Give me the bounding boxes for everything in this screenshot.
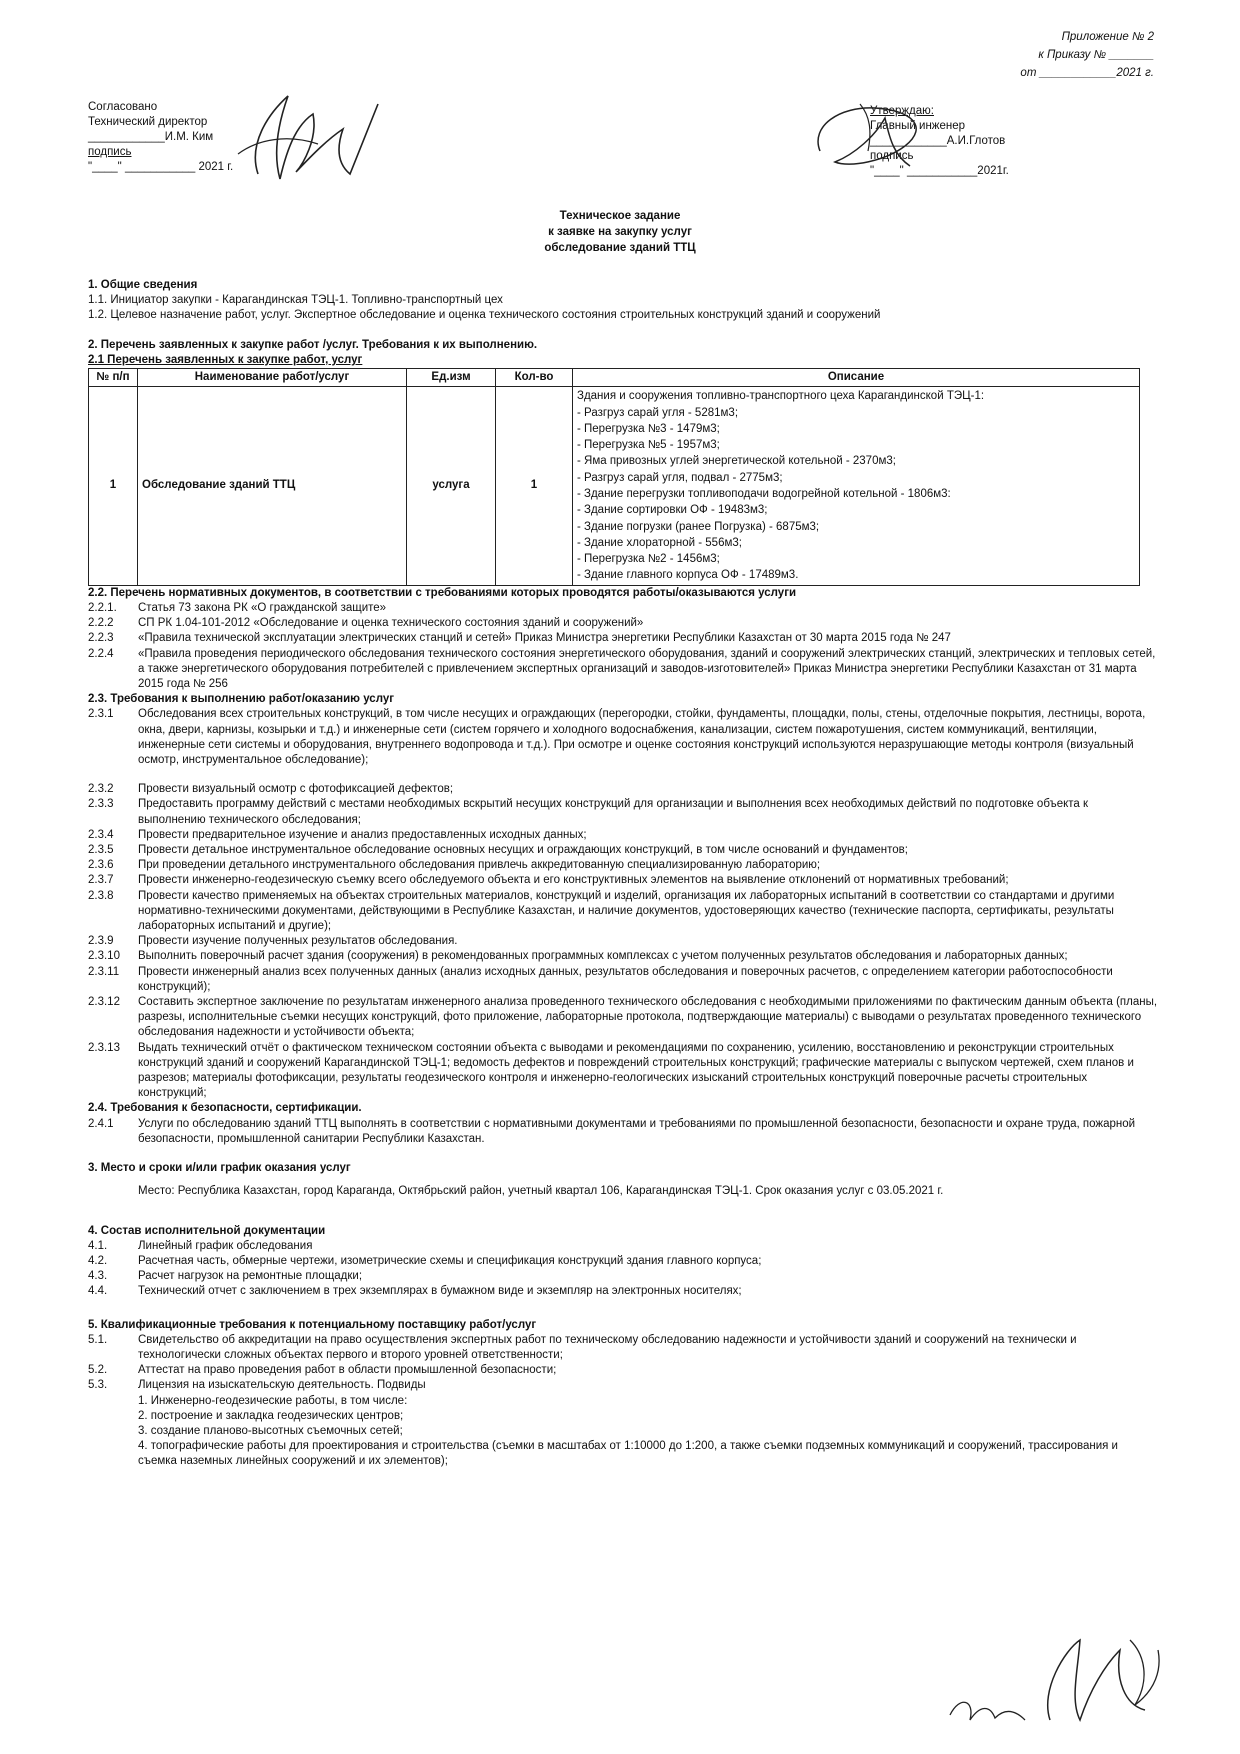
list-item <box>88 965 1158 995</box>
works-table-header <box>89 369 1140 387</box>
item-text: Провести качество применяемых на объектах строительных материалов, конструкций и изделий, организация их лабораторных испытаний в соответствии со стандартами и другими нормативно-техническими документами, действующими в Республике Казахстан, и наличие документов, удостоверяющих качество (технические паспорта, сертификаты, результаты лабораторных испытаний и другие); <box>138 889 1115 933</box>
list-item <box>88 873 1158 888</box>
section-1-heading: 1. Общие сведения <box>88 279 198 291</box>
annex-line-3: от ____________2021 г. <box>1020 67 1154 79</box>
col-header-num: № п/п <box>89 369 138 387</box>
list-item <box>88 797 1158 827</box>
item-text: Провести инженерно-геодезическую съемку всего обследуемого объекта и его конструктивных элементов на выявление отклонений от нормативных требований; <box>138 874 1009 887</box>
list-item <box>88 1378 1158 1393</box>
section-2-2-heading: 2.2. Перечень нормативных документов, в соответствии с требованиями которых проводятся работы/оказываются услуги <box>88 586 797 599</box>
item-text: Линейный график обследования <box>138 1239 313 1252</box>
item-text: Расчетная часть, обмерные чертежи, изометрические схемы и спецификация конструкций здания главного корпуса; <box>138 1254 762 1267</box>
item-text: При проведении детального инструментального обследования привлечь аккредитованную специализированную лабораторию; <box>138 859 821 872</box>
cell-description <box>573 387 1140 586</box>
subtype-line: 1. Инженерно-геодезические работы, в том числе: <box>138 1394 408 1407</box>
list-item <box>88 934 1158 949</box>
item-text: Составить экспертное заключение по результатам инженерного анализа проведенного технического обследования с необходимыми приложениями по фактическим данным объекта (планы, разрезы, исполнительные съемки несущих конструкций, фото приложение, лабораторные протокола, подтверждающие материалы) с выводами о результатах проведенного технического обследования надежности и устойчивости объекта; <box>138 996 1158 1039</box>
title-line-2: к заявке на закупку услуг <box>548 226 692 238</box>
list-item <box>88 647 1158 693</box>
subtype-line: 2. построение и закладка геодезических центров; <box>138 1409 404 1422</box>
agreed-label: Согласовано <box>88 101 158 113</box>
section-2-1-heading: 2.1 Перечень заявленных к закупке работ, услуг <box>88 353 363 366</box>
signature-chief-engineer <box>800 96 950 186</box>
item-num: 2.3.13 <box>88 1041 120 1054</box>
item-text: Статья 73 закона РК «О гражданской защите» <box>138 601 387 614</box>
item-num: 4.1. <box>88 1239 108 1252</box>
signature-technical-director <box>218 84 388 194</box>
desc-line: - Перегрузка №3 - 1479м3; <box>577 422 720 435</box>
agreed-date-line: "____" ___________ 2021 г. <box>88 161 234 173</box>
list-item <box>88 995 1158 1041</box>
approved-label: Утверждаю: <box>870 105 934 117</box>
approved-date-line: "____" ___________2021г. <box>870 165 1009 177</box>
document-body <box>88 278 1158 1470</box>
license-subtypes <box>88 1394 1158 1470</box>
signature-page-initials <box>930 1620 1170 1740</box>
cell-num: 1 <box>89 387 138 586</box>
list-item <box>88 616 1158 631</box>
col-header-unit: Ед.изм <box>407 369 496 387</box>
agreed-position: Технический директор <box>88 116 208 128</box>
annex-line-2: к Приказу № _______ <box>1038 49 1154 61</box>
item-num: 5.2. <box>88 1364 108 1377</box>
desc-line: - Перегрузка №5 - 1957м3; <box>577 439 720 452</box>
item-num: 2.3.2 <box>88 783 114 796</box>
item-text: СП РК 1.04-101-2012 «Обследование и оценка технического состояния зданий и сооружений» <box>138 617 644 630</box>
section-2-4-heading: 2.4. Требования к безопасности, сертификации. <box>88 1102 362 1115</box>
item-text: Лицензия на изыскательскую деятельность. Подвиды <box>138 1379 426 1392</box>
item-text: Аттестат на право проведения работ в области промышленной безопасности; <box>138 1364 557 1377</box>
item-text: «Правила проведения периодического обследования технического состояния энергетического оборудования, зданий и сооружений электрических станций, электрических и тепловых сетей, а также энергетического оборудования потребителей с привлечением экспертных организаций и заводов-изготовителей» Приказ Министра энергетики Республики Казахстан от 31 марта 2015 года № 256 <box>138 647 1156 690</box>
list-item <box>88 1269 1158 1284</box>
desc-line: - Здание сортировки ОФ - 19483м3; <box>577 504 768 517</box>
item-num: 2.3.9 <box>88 935 114 948</box>
section-3-heading: 3. Место и сроки и/или график оказания услуг <box>88 1162 351 1175</box>
item-text: Обследования всех строительных конструкций, в том числе несущих и ограждающих (перегородки, стойки, фундаменты, площадки, полы, стены, отделочные покрытия, лестницы, ворота, окна, двери, карнизы, козырьки и т.д.) и инженерные сети (систем горячего и холодного водоснабжения, канализации, систем пожаротушения, систем коммуникаций, вентиляции, инженерные сети системы и оборудования, внутреннего водопровода и т.д.). При осмотре и оценке состояния конструкций используются неразрушающие методы контроля (визуальный осмотр, инструментальное обследование); <box>138 708 1146 767</box>
item-num: 5.1. <box>88 1333 108 1346</box>
section-2-3-heading: 2.3. Требования к выполнению работ/оказанию услуг <box>88 693 395 706</box>
item-num: 2.3.3 <box>88 798 114 811</box>
desc-line: - Разгруз сарай угля - 5281м3; <box>577 406 739 419</box>
section-1-item-2: 1.2. Целевое назначение работ, услуг. Экспертное обследование и оценка технического состояния строительных конструкций зданий и сооружений <box>88 309 881 322</box>
item-num: 2.2.3 <box>88 632 114 645</box>
list-item <box>88 1284 1158 1299</box>
item-num: 4.4. <box>88 1285 108 1298</box>
list-item <box>88 1363 1158 1378</box>
item-text: Предоставить программу действий с местами необходимых вскрытий несущих конструкций для организации и выполнения всех необходимых действий по подготовке объекта к выполнению технического обследования; <box>138 798 1089 826</box>
item-num: 2.3.7 <box>88 874 114 887</box>
desc-line: - Здание хлораторной - 556м3; <box>577 536 742 549</box>
item-text: Провести визуальный осмотр с фотофиксацией дефектов; <box>138 783 454 796</box>
works-table <box>88 368 1140 586</box>
cell-name: Обследование зданий ТТЦ <box>138 387 407 586</box>
item-num: 2.3.5 <box>88 844 114 857</box>
desc-line: - Перегрузка №2 - 1456м3; <box>577 553 720 566</box>
item-num: 4.3. <box>88 1270 108 1283</box>
title-line-1: Техническое задание <box>559 210 681 222</box>
list-item <box>88 1117 1158 1147</box>
desc-line: - Яма привозных углей энергетической котельной - 2370м3; <box>577 455 896 468</box>
item-num: 2.3.6 <box>88 859 114 872</box>
table-row <box>89 387 1140 586</box>
list-item <box>88 828 1158 843</box>
list-item <box>88 601 1158 616</box>
list-item <box>88 631 1158 646</box>
section-5-heading: 5. Квалификационные требования к потенциальному поставщику работ/услуг <box>88 1318 537 1331</box>
desc-line: - Здание погрузки (ранее Погрузка) - 6875м3; <box>577 520 820 533</box>
list-item <box>88 1333 1158 1363</box>
item-text: Расчет нагрузок на ремонтные площадки; <box>138 1270 363 1283</box>
item-num: 2.3.4 <box>88 828 114 841</box>
approved-name-line: ____________А.И.Глотов <box>870 135 1006 147</box>
desc-line: - Здание перегрузки топливоподачи водогрейной котельной - 1806м3: <box>577 488 951 500</box>
item-text: Провести предварительное изучение и анализ предоставленных исходных данных; <box>138 828 587 841</box>
section-4-heading: 4. Состав исполнительной документации <box>88 1224 326 1237</box>
item-num: 2.3.1 <box>88 708 114 721</box>
item-num: 5.3. <box>88 1379 108 1392</box>
subtype-line: 3. создание планово-высотных съемочных сетей; <box>138 1424 403 1437</box>
col-header-name: Наименование работ/услуг <box>138 369 407 387</box>
item-num: 2.3.10 <box>88 950 120 963</box>
item-num: 2.2.2 <box>88 617 114 630</box>
item-text: Провести изучение полученных результатов обследования. <box>138 935 458 948</box>
agreed-name-line: ____________И.М. Ким <box>88 131 214 143</box>
item-text: Технический отчет с заключением в трех экземплярах в бумажном виде и экземпляр на электронных носителях; <box>138 1285 742 1298</box>
list-item <box>88 707 1158 768</box>
list-item <box>88 843 1158 858</box>
item-num: 4.2. <box>88 1254 108 1267</box>
approved-sign-label: подпись <box>870 150 914 162</box>
desc-line: Здания и сооружения топливно-транспортного цеха Карагандинской ТЭЦ-1: <box>577 390 985 403</box>
annex-header <box>914 28 1154 82</box>
item-num: 2.3.12 <box>88 996 120 1009</box>
col-header-qty: Кол-во <box>496 369 573 387</box>
agreed-sign-label: подпись <box>88 146 132 158</box>
item-text: Услуги по обследованию зданий ТТЦ выполнять в соответствии с нормативными документами и требованиями по промышленной безопасности, безопасности и охране труда, пожарной безопасности, промышленной санитарии Республики Казахстан. <box>138 1117 1136 1145</box>
item-text: Провести инженерный анализ всех полученных данных (анализ исходных данных, результатов обследования и поверочных расчетов, с определением категории работоспособности конструкций); <box>138 965 1113 993</box>
item-text: Провести детальное инструментальное обследование основных несущих и ограждающих конструкций, в том числе оснований и фундаментов; <box>138 844 908 857</box>
item-text: «Правила технической эксплуатации электрических станций и сетей» Приказ Министра энергетики Республики Казахстан от 30 марта 2015 года № 247 <box>138 632 951 645</box>
section-3-text: Место: Республика Казахстан, город Караганда, Октябрьский район, учетный квартал 106, Карагандинская ТЭЦ-1. Срок оказания услуг с 03.05.2021 г. <box>138 1185 944 1198</box>
subtype-line: 4. топографические работы для проектирования и строительства (съемки в масштабах от 1:10000 до 1:200, а также съемки подземных коммуникаций и сооружений, трассирования и съемка наземных линейных сооружений и их элементов); <box>138 1440 1118 1468</box>
approved-position: Главный инженер <box>870 120 966 132</box>
item-num: 2.2.1. <box>88 601 117 614</box>
document-title <box>0 208 1240 256</box>
col-header-desc: Описание <box>573 369 1140 387</box>
section-1-item-1: 1.1. Инициатор закупки - Карагандинская ТЭЦ-1. Топливно-транспортный цех <box>88 294 503 307</box>
list-item <box>88 1254 1158 1269</box>
item-num: 2.2.4 <box>88 647 114 660</box>
item-num: 2.3.11 <box>88 965 120 978</box>
desc-line: - Разгруз сарай угля, подвал - 2775м3; <box>577 471 783 484</box>
list-item <box>88 1041 1158 1102</box>
list-item <box>88 1239 1158 1254</box>
desc-line: - Здание главного корпуса ОФ - 17489м3. <box>577 569 799 582</box>
item-num: 2.3.8 <box>88 889 114 902</box>
item-num: 2.4.1 <box>88 1117 114 1130</box>
list-item <box>88 858 1158 873</box>
section-2-heading: 2. Перечень заявленных к закупке работ /услуг. Требования к их выполнению. <box>88 338 538 351</box>
list-item <box>88 782 1158 797</box>
list-item <box>88 889 1158 935</box>
list-item <box>88 949 1158 964</box>
item-text: Выполнить поверочный расчет здания (сооружения) в рекомендованных программных комплексах с учетом полученных результатов обследования и лабораторных данных; <box>138 950 1068 963</box>
annex-line-1: Приложение № 2 <box>1061 31 1154 43</box>
cell-unit: услуга <box>407 387 496 586</box>
item-text: Свидетельство об аккредитации на право осуществления экспертных работ по техническому обследованию надежности и устойчивости зданий и сооружений на технически и технологически сложных объектах первого и второго уровней ответственности; <box>138 1333 1077 1361</box>
title-line-3: обследование зданий ТТЦ <box>544 242 696 254</box>
cell-qty: 1 <box>496 387 573 586</box>
item-text: Выдать технический отчёт о фактическом техническом состоянии объекта с выводами и рекомендациями по сохранению, усилению, восстановлению и реконструкции строительных конструкций зданий и сооружений Карагандинской ТЭЦ-1; ведомость дефектов и повреждений строительных конструкций; графические материалы с выпуском чертежей, схем планов и разрезов; материалы фотофиксации, результаты геодезического контроля и инженерно-геологических изысканий строительных конструкций поверочные расчеты строительных конструкций; <box>138 1041 1134 1100</box>
